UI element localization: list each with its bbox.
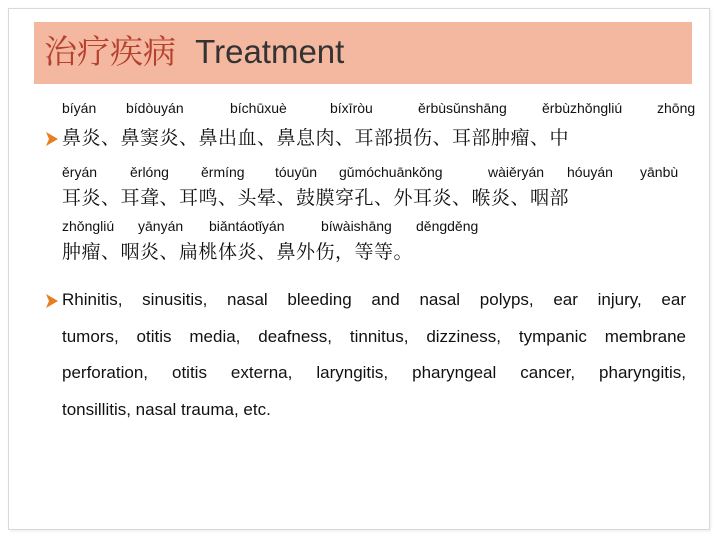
english-line-4: tonsillitis, nasal trauma, etc.	[62, 400, 271, 419]
pinyin-word: zhōng	[657, 100, 696, 116]
pinyin-word: yānbù	[640, 164, 679, 180]
pinyin-word: biǎntáotǐyán	[209, 218, 285, 234]
title-english: Treatment	[195, 33, 345, 70]
english-line-2: tumors, otitis media, deafness, tinnitus, dizziness, tympanic membrane	[62, 327, 686, 346]
pinyin-word: tóuyūn	[275, 164, 318, 180]
pinyin-word: ěrbùsǔnshāng	[418, 100, 507, 116]
pinyin-word: zhǒngliú	[62, 218, 115, 234]
pinyin-word: ěrbùzhǒngliú	[542, 100, 623, 116]
pinyin-word: hóuyán	[567, 164, 613, 180]
pinyin-word: bídòuyán	[126, 100, 184, 116]
english-line-3: perforation, otitis externa, laryngitis, pharyngeal cancer, pharyngitis,	[62, 363, 686, 382]
pinyin-word: ěrlóng	[130, 164, 169, 180]
pinyin-word: ěryán	[62, 164, 98, 180]
slide-frame	[8, 8, 710, 530]
title-band	[34, 22, 692, 84]
pinyin-word: ěrmíng	[201, 164, 245, 180]
page-title	[44, 32, 344, 72]
pinyin-word: bíxīròu	[330, 100, 373, 116]
chinese-line-3: 肿瘤、咽炎、扁桃体炎、鼻外伤，等等。	[62, 241, 414, 263]
pinyin-word: gǔmóchuānkǒng	[339, 164, 443, 180]
bullet-icon	[46, 132, 58, 146]
pinyin-word: děngděng	[416, 218, 479, 234]
chinese-line-1: 鼻炎、鼻窦炎、鼻出血、鼻息肉、耳部损伤、耳部肿瘤、中	[62, 127, 570, 149]
pinyin-word: bíchūxuè	[230, 100, 287, 116]
pinyin-word: wàiěryán	[488, 164, 545, 180]
bullet-icon	[46, 294, 58, 308]
title-chinese: 治疗疾病	[44, 33, 176, 70]
pinyin-word: yānyán	[138, 218, 184, 234]
chinese-line-2: 耳炎、耳聋、耳鸣、头晕、鼓膜穿孔、外耳炎、喉炎、咽部	[62, 187, 570, 209]
pinyin-word: bíyán	[62, 100, 97, 116]
english-line-1: Rhinitis, sinusitis, nasal bleeding and nasal polyps, ear injury, ear	[62, 290, 686, 309]
pinyin-word: bíwàishāng	[321, 218, 392, 234]
